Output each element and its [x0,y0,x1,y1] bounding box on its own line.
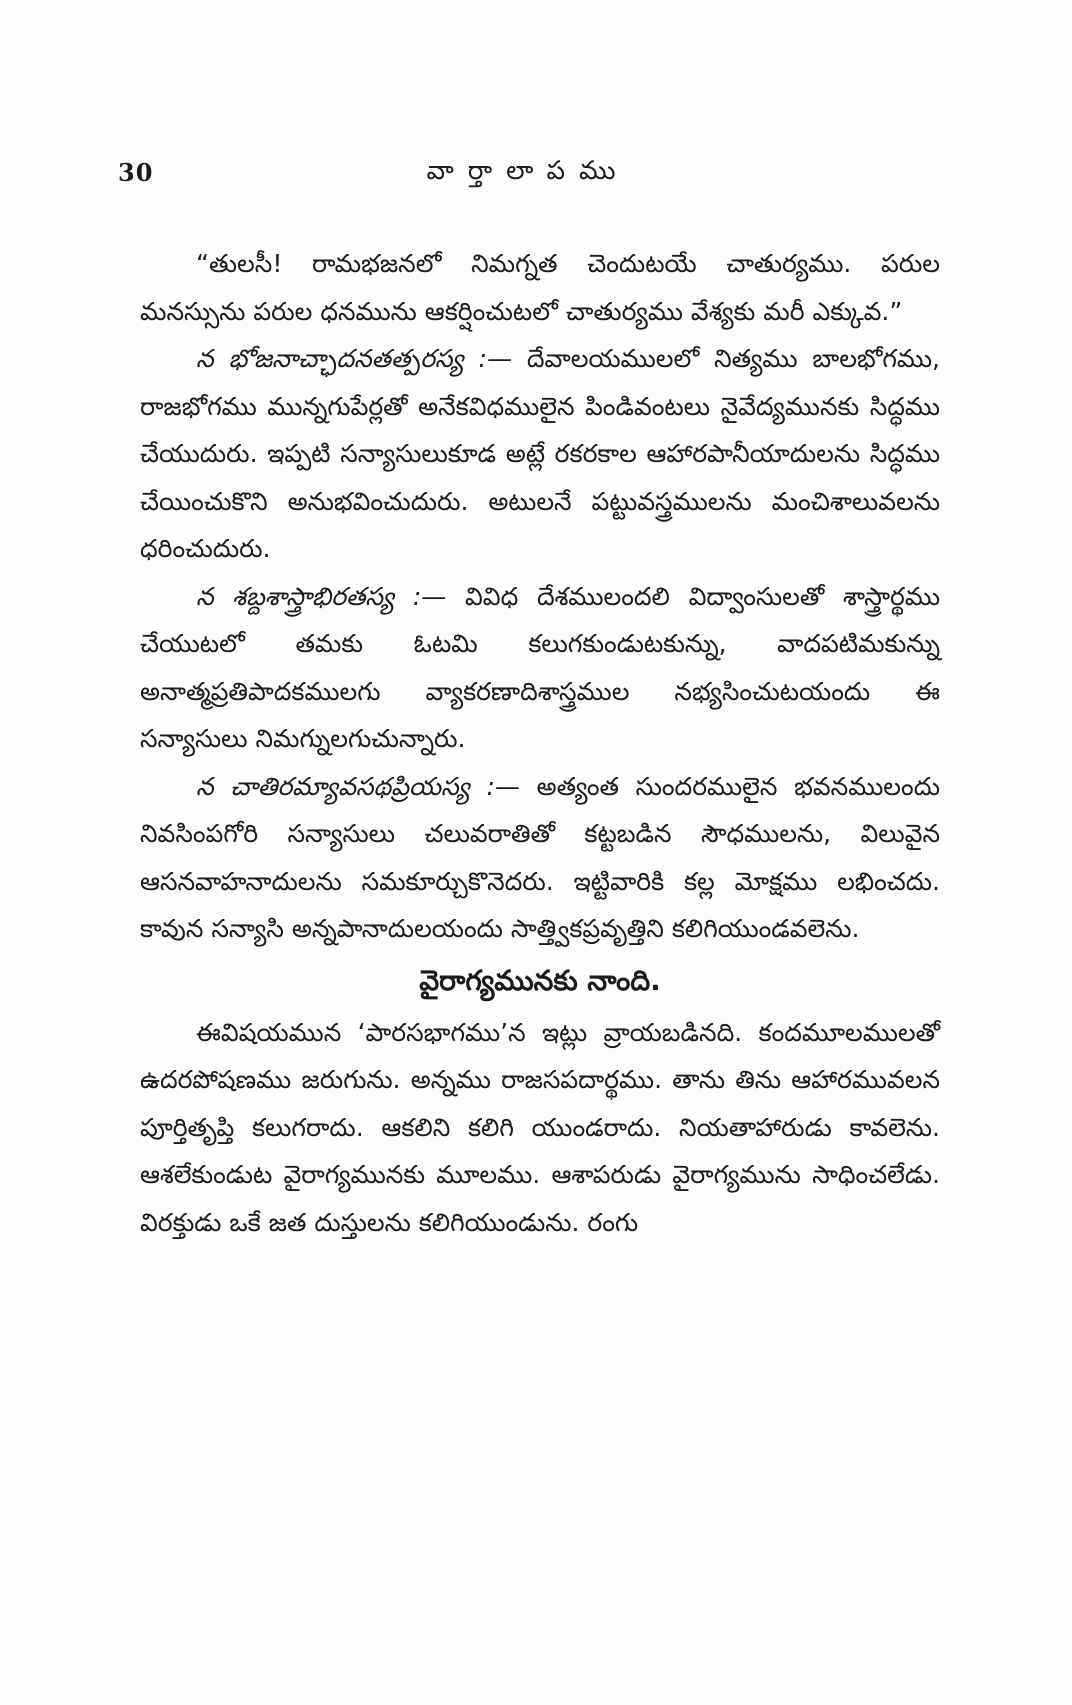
running-title: వార్తాలాపము [426,156,630,186]
paragraph-text: దేవాలయములలో నిత్యము బాలభోగము, రాజభోగము మున్నగుపేర్లతో అనేకవిధములైన పిండివంటలు నైవేద్యమునకు సిద్ధము చేయుదురు. ఇప్పటి సన్యాసులుకూడ అట్లే రకరకాల ఆహారపానీయాదులను సిద్ధము చేయించుకొని అనుభవించుదురు. అటులనే పట్టువస్త్రములను మంచిశాలువలను ధరించుదురు. [140,344,940,563]
paragraph-term: న శబ్దశాస్త్రాభిరతస్య :— [196,581,447,611]
paragraph-shabdashastra [140,573,940,763]
paragraph-bhojana [140,335,940,573]
paragraph-text: వివిధ దేశములందలి విద్వాంసులతో శాస్త్రార్థము చేయుటలో తమకు ఓటమి కలుగకుండుటకున్ను, వాదపటిమకున్ను అనాత్మప్రతిపాదకములగు వ్యాకరణాదిశాస్త్రముల నభ్యసించుటయందు ఈ సన్యాసులు నిమగ్నులగుచున్నారు. [140,581,940,753]
paragraph-vairagya: ఈవిషయమున ‘పారసభాగము’న ఇట్లు వ్రాయబడినది. కందమూలములతో ఉదరపోషణము జరుగును. అన్నము రాజసపదార్థము. తాను తిను ఆహారమువలన పూర్తితృప్తి కలుగరాదు. ఆకలిని కలిగి యుండరాదు. నియతాహారుడు కావలెను. ఆశలేకుండుట వైరాగ్యమునకు మూలము. ఆశాపరుడు వైరాగ్యమును సాధించలేడు. విరక్తుడు ఒకే జత దుస్తులను కలిగియుండును. రంగు [140,1017,940,1237]
paragraph-term: న చాతిరమ్యావసథప్రియస్య :— [196,771,520,801]
paragraph-text: “తులసీ! రామభజనలో నిమగ్నత చెందుటయే చాతుర్యము. పరుల మనస్సును పరుల ధనమును ఆకర్షించుటలో చాతుర్యము వేశ్యకు మరీ ఎక్కువ.” [140,249,940,326]
paragraph-text: అత్యంత సుందరములైన భవనములందు నివసింపగోరి సన్యాసులు చలువరాతితో కట్టబడిన సౌధములను, విలువైన ఆసనవాహనాదులను సమకూర్చుకొనెదరు. ఇట్టివారికి కల్ల మోక్షము లభించదు. కావున సన్యాసి అన్నపానాదులయందు సాత్త్వికప్రవృత్తిని కలిగియుండవలెను. [140,771,940,943]
paragraph-quote [140,240,940,335]
paragraph-term: న భోజనాచ్ఛాదనతత్పరస్య :— [196,344,512,373]
section-heading: వైరాగ్యమునకు నాంది. [419,963,661,997]
page-body [140,240,940,1246]
page-number: 30 [118,158,154,187]
paragraph-avasatha [140,763,940,953]
page-header [118,158,938,198]
